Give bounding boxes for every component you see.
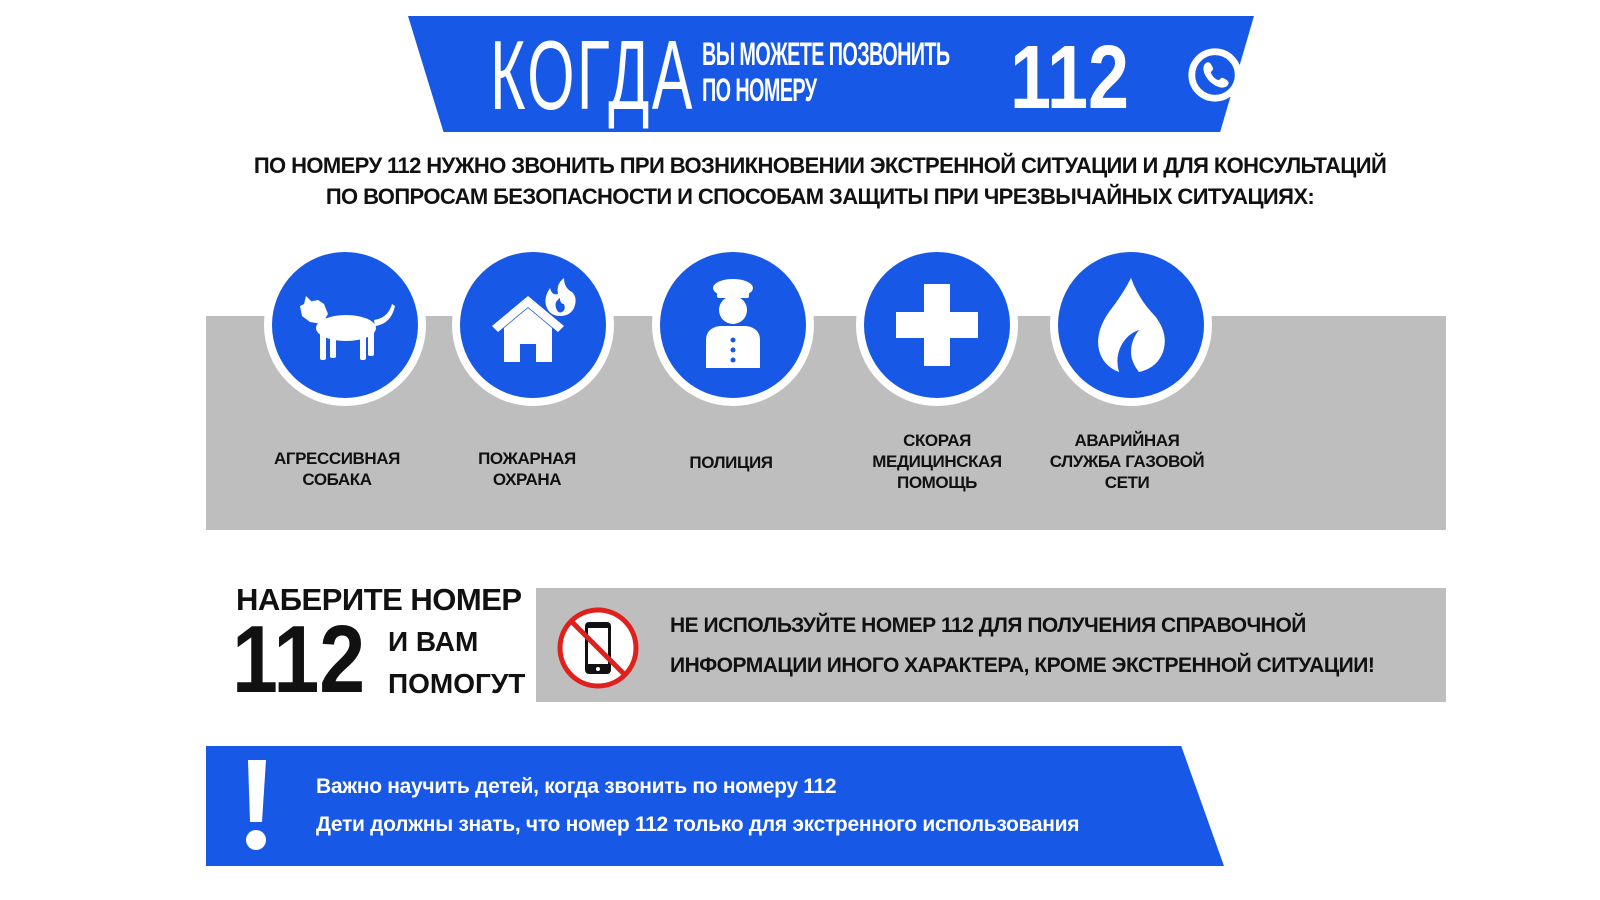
header-subtitle-line1: ВЫ МОЖЕТЕ ПОЗВОНИТЬ: [702, 36, 950, 72]
service-label-line: АГРЕССИВНАЯ: [273, 449, 400, 468]
service-dog: [264, 244, 426, 406]
exclamation-icon: [236, 756, 276, 856]
header-subtitle: [702, 36, 950, 108]
service-label-police: [646, 452, 816, 473]
service-label-fire: [442, 448, 612, 490]
no-phone-icon: [556, 606, 640, 690]
service-label-line: ПОЛИЦИЯ: [689, 453, 773, 472]
header-number: 112: [1010, 28, 1130, 128]
dial-help-line2: ПОМОГУТ: [388, 668, 526, 699]
phone-icon: [1186, 46, 1244, 104]
service-label-line: МЕДИЦИНСКАЯ: [872, 452, 1002, 471]
service-label-line: ПОЖАРНАЯ: [478, 449, 576, 468]
warning-panel: [536, 588, 1446, 702]
service-label-line: ОХРАНА: [492, 470, 562, 489]
police-officer-icon: [678, 270, 788, 380]
service-police: [652, 244, 814, 406]
service-label-medical: [852, 430, 1022, 493]
service-fire: [452, 244, 614, 406]
header-title-main: КОГДА: [490, 20, 695, 130]
intro-line1: ПО НОМЕРУ 112 НУЖНО ЗВОНИТЬ ПРИ ВОЗНИКНОВЕНИИ ЭКСТРЕННОЙ СИТУАЦИИ И ДЛЯ КОНСУЛЬТАЦИЙ: [253, 153, 1387, 178]
service-label-line: СКОРАЯ: [903, 431, 971, 450]
dial-help-line1: И ВАМ: [388, 626, 479, 657]
note-banner: [206, 746, 1224, 866]
service-label-line: ПОМОЩЬ: [897, 473, 977, 492]
service-gas: [1050, 244, 1212, 406]
service-label-gas: [1042, 430, 1212, 493]
service-medical: [856, 244, 1018, 406]
intro-text: [200, 150, 1440, 212]
service-label-line: СЕТИ: [1104, 473, 1150, 492]
warning-line2: ИНФОРМАЦИИ ИНОГО ХАРАКТЕРА, КРОМЕ ЭКСТРЕННОЙ СИТУАЦИИ!: [670, 654, 1375, 677]
dial-title: НАБЕРИТЕ НОМЕР: [236, 582, 522, 617]
gas-flame-icon: [1076, 270, 1186, 380]
note-line2: Дети должны знать, что номер 112 только для экстренного использования: [316, 813, 1080, 836]
medical-cross-icon: [882, 270, 992, 380]
intro-line2: ПО ВОПРОСАМ БЕЗОПАСНОСТИ И СПОСОБАМ ЗАЩИТЫ ПРИ ЧРЕЗВЫЧАЙНЫХ СИТУАЦИЯХ:: [325, 184, 1315, 209]
service-label-dog: [252, 448, 422, 490]
dial-number: 112: [232, 606, 366, 713]
service-label-line: СОБАКА: [302, 470, 372, 489]
warning-line1: НЕ ИСПОЛЬЗУЙТЕ НОМЕР 112 ДЛЯ ПОЛУЧЕНИЯ СПРАВОЧНОЙ: [670, 614, 1306, 637]
dog-icon: [290, 270, 400, 380]
note-line1: Важно научить детей, когда звонить по номеру 112: [316, 775, 837, 798]
burning-house-icon: [478, 270, 588, 380]
service-label-line: СЛУЖБА ГАЗОВОЙ: [1049, 452, 1205, 471]
header-subtitle-line2: ПО НОМЕРУ: [702, 72, 817, 108]
service-label-line: АВАРИЙНАЯ: [1074, 431, 1180, 450]
